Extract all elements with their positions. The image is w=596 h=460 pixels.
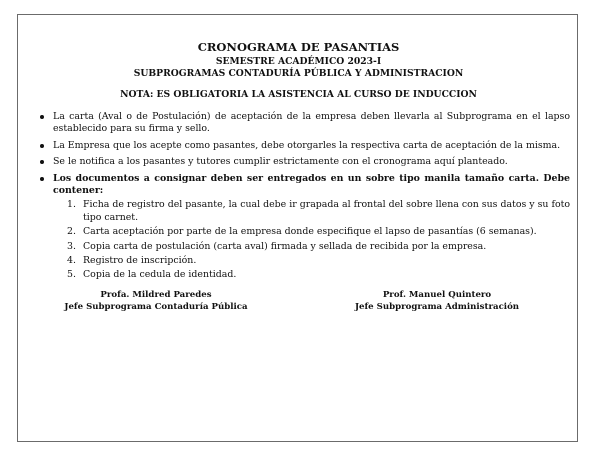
- list-item-text: Se le notifica a los pasantes y tutores cumplir estrictamente con el cronograma aquí planteado.: [53, 156, 508, 168]
- bullet-icon: [40, 160, 44, 164]
- signature-block-administracion: [324, 290, 550, 313]
- document-item: 3. Copia carta de postulación (carta aval) firmada y sellada de recibida por la empresa.: [67, 240, 487, 252]
- document-item: 1. Ficha de registro del pasante, la cual debe ir grapada al frontal del sobre llena con sus datos y su foto tipo carnet.: [67, 199, 570, 223]
- signatory-name: Profa. Mildred Paredes: [100, 290, 212, 300]
- document-item: 5. Copia de la cedula de identidad.: [67, 269, 237, 281]
- list-item: [40, 111, 570, 136]
- programs-subtitle: SUBPROGRAMAS CONTADURÍA PÚBLICA Y ADMINISTRACION: [133, 68, 464, 79]
- document-page: [17, 14, 578, 442]
- list-item: [40, 173, 570, 282]
- documents-list: [53, 199, 570, 281]
- semester-subtitle: SEMESTRE ACADÉMICO 2023-I: [215, 56, 382, 67]
- note-heading: NOTA: ES OBLIGATORIA LA ASISTENCIA AL CURSO DE INDUCCION: [120, 89, 477, 100]
- list-item: [40, 156, 570, 168]
- list-item-text: La Empresa que los acepte como pasantes, debe otorgarles la respectiva carta de aceptación de la misma.: [53, 139, 561, 151]
- document-item-text: Registro de inscripción.: [83, 255, 197, 267]
- instruction-list: [40, 111, 570, 286]
- signature-block-contaduria: [56, 290, 256, 313]
- signatory-role: Jefe Subprograma Contaduría Pública: [64, 301, 248, 312]
- document-title: CRONOGRAMA DE PASANTIAS: [197, 40, 400, 54]
- signatory-role: Jefe Subprograma Administración: [354, 301, 520, 312]
- document-item: 4. Registro de inscripción.: [67, 255, 197, 267]
- document-item-text: Copia carta de postulación (carta aval) firmada y sellada de recibida por la empresa.: [83, 240, 487, 252]
- list-item-text: La carta (Aval o de Postulación) de aceptación de la empresa deben llevarla al Subprograma en el lapso establecido para su firma y sello.: [53, 111, 570, 135]
- list-item-text: Los documentos a consignar deben ser entregados en un sobre tipo manila tamaño carta. Debe contener:: [53, 172, 570, 197]
- document-item-text: Ficha de registro del pasante, la cual debe ir grapada al frontal del sobre llena con sus datos y su foto tipo carnet.: [83, 199, 570, 223]
- document-item-text: Carta aceptación por parte de la empresa donde especifique el lapso de pasantías (6 semanas).: [83, 226, 537, 238]
- document-item: 2. Carta aceptación por parte de la empresa donde especifique el lapso de pasantías (6 semanas).: [67, 226, 537, 238]
- bullet-icon: [40, 177, 44, 181]
- signatory-name: Prof. Manuel Quintero: [382, 290, 492, 300]
- bullet-icon: [40, 115, 44, 119]
- bullet-icon: [40, 144, 44, 148]
- document-item-text: Copia de la cedula de identidad.: [83, 269, 237, 281]
- list-item: [40, 140, 570, 152]
